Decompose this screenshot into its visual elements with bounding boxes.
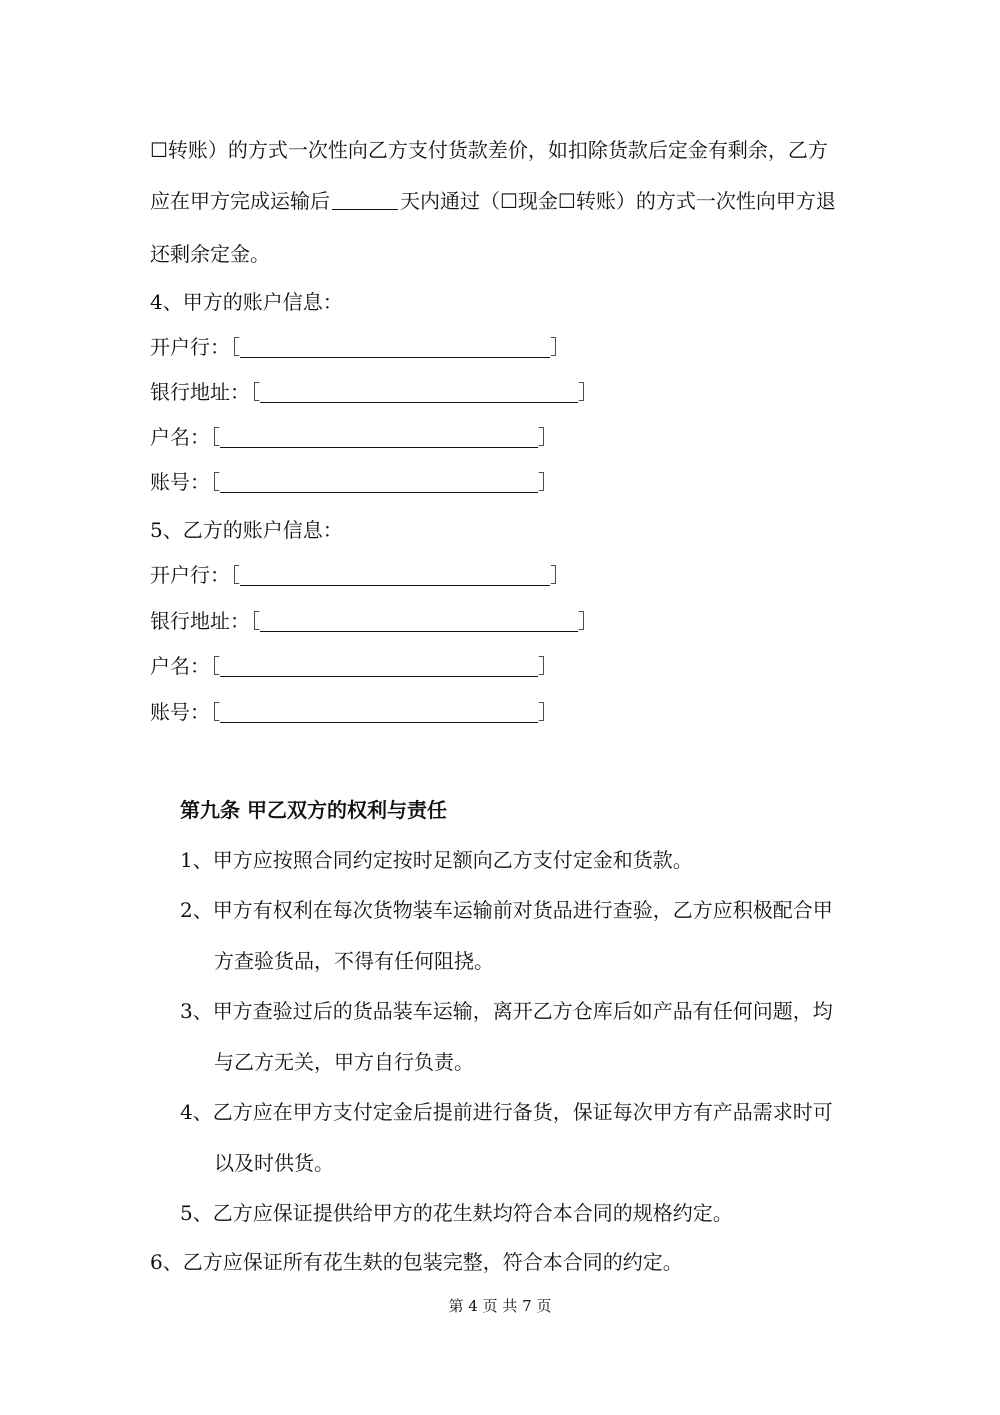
article-9-item-4-line-1: 4、乙方应在甲方支付定金后提前进行备货，保证每次甲方有产品需求时可 — [180, 1100, 833, 1124]
days-blank — [332, 191, 398, 210]
party-a-number-label: 账号：［ — [150, 470, 220, 494]
party-b-name-blank — [220, 658, 538, 677]
article-9-item-5: 5、乙方应保证提供给甲方的花生麸均符合本合同的规格约定。 — [180, 1201, 733, 1225]
party-b-bank-close: ］ — [550, 563, 570, 587]
article-9-item-1: 1、甲方应按照合同约定按时足额向乙方支付定金和货款。 — [180, 848, 693, 872]
party-a-bank-blank — [240, 339, 550, 358]
party-b-address-blank — [260, 613, 578, 632]
party-a-name-label: 户名：［ — [150, 425, 220, 449]
party-b-number-close: ］ — [538, 700, 558, 724]
payment-line-2 — [150, 189, 836, 213]
party-a-address-label: 银行地址：［ — [150, 380, 260, 404]
party-b-account-heading: 5、乙方的账户信息： — [150, 518, 343, 542]
article-9-item-3-line-2: 与乙方无关，甲方自行负责。 — [214, 1050, 474, 1074]
party-b-number-label: 账号：［ — [150, 700, 220, 724]
article-9-item-2-line-2: 方查验货品，不得有任何阻挠。 — [214, 949, 494, 973]
party-a-name-close: ］ — [538, 425, 558, 449]
payment-line-3: 还剩余定金。 — [150, 242, 270, 266]
party-b-bank-label: 开户行：［ — [150, 563, 240, 587]
party-b-address-row — [150, 609, 598, 633]
party-a-name-blank — [220, 429, 538, 448]
article-9-item-2-line-1: 2、甲方有权利在每次货物装车运输前对货品进行查验，乙方应积极配合甲 — [180, 898, 833, 922]
party-b-name-row — [150, 654, 558, 678]
article-9-item-4-line-2: 以及时供货。 — [214, 1151, 334, 1175]
party-b-number-blank — [220, 704, 538, 723]
page-number-footer: 第 4 页 共 7 页 — [448, 1297, 552, 1315]
party-b-name-close: ］ — [538, 654, 558, 678]
party-a-bank-label: 开户行：［ — [150, 335, 240, 359]
party-a-number-close: ］ — [538, 470, 558, 494]
party-b-address-close: ］ — [578, 609, 598, 633]
party-b-name-label: 户名：［ — [150, 654, 220, 678]
article-9-item-6: 6、乙方应保证所有花生麸的包装完整，符合本合同的约定。 — [150, 1250, 683, 1274]
party-a-address-blank — [260, 384, 578, 403]
party-a-number-blank — [220, 474, 538, 493]
payment-line-2-after: 天内通过（☐现金☐转账）的方式一次性向甲方退 — [400, 189, 836, 213]
article-9-title: 第九条 甲乙双方的权利与责任 — [180, 798, 447, 822]
article-9-item-3-line-1: 3、甲方查验过后的货品装车运输，离开乙方仓库后如产品有任何问题，均 — [180, 999, 833, 1023]
party-b-bank-row — [150, 563, 570, 587]
party-b-number-row — [150, 700, 558, 724]
party-a-account-heading: 4、甲方的账户信息： — [150, 290, 343, 314]
payment-line-2-before: 应在甲方完成运输后 — [150, 189, 330, 213]
payment-line-1: ☐转账）的方式一次性向乙方支付货款差价，如扣除货款后定金有剩余，乙方 — [150, 138, 828, 162]
party-a-number-row — [150, 470, 558, 494]
party-a-address-row — [150, 380, 598, 404]
party-a-address-close: ］ — [578, 380, 598, 404]
party-a-name-row — [150, 425, 558, 449]
party-b-bank-blank — [240, 567, 550, 586]
party-a-bank-close: ］ — [550, 335, 570, 359]
party-b-address-label: 银行地址：［ — [150, 609, 260, 633]
party-a-bank-row — [150, 335, 570, 359]
